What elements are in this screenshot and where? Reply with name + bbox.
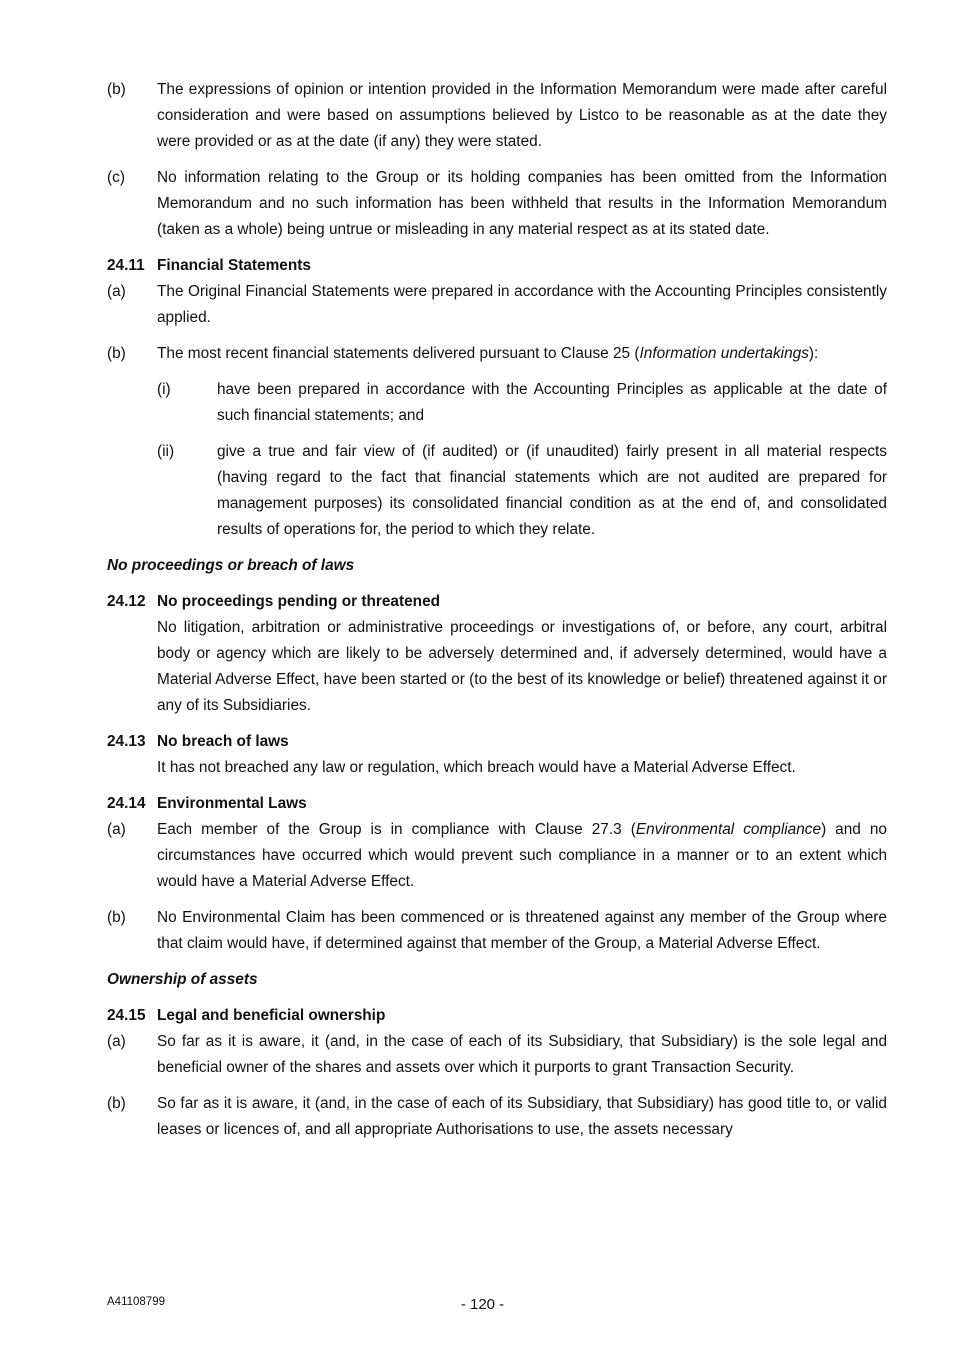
section-heading-ownership: Ownership of assets	[107, 971, 258, 988]
paragraph-b-ownership	[107, 1091, 887, 1143]
paragraph-label: (b)	[107, 1095, 126, 1112]
paragraph-text	[157, 341, 887, 367]
clause-title: Legal and beneficial ownership	[157, 1007, 386, 1024]
text-segment: ):	[808, 345, 819, 362]
clause-body-24-13: It has not breached any law or regulation, which breach would have a Material Adverse Effect.	[157, 759, 796, 776]
paragraph-text	[157, 817, 887, 895]
document-body	[107, 77, 887, 1143]
paragraph-label: (a)	[107, 821, 126, 838]
page-number: - 120 -	[460, 1296, 505, 1313]
clause-reference: Environmental compliance	[635, 821, 822, 838]
paragraph-text: give a true and fair view of (if audited) or (if unaudited) fairly present in all material respects (having regard to the fact that financial statements which are not audited are prepared for management purposes) its consolidated financial condition as at the end of, and consolidated results of operations for, the period to which they relate.	[217, 443, 887, 538]
paragraph-b-financial	[107, 341, 887, 367]
paragraph-label: (b)	[107, 81, 126, 98]
clause-number: 24.12	[107, 593, 146, 610]
paragraph-a-ownership	[107, 1029, 887, 1081]
text-segment: The most recent financial statements delivered pursuant to Clause 25 (	[157, 345, 640, 362]
text-segment: ) and no circumstances have occurred which would prevent such compliance in a manner or to an extent which would have a Material Adverse Effect.	[157, 821, 887, 890]
document-reference: A41108799	[107, 1296, 165, 1308]
subparagraph-i	[157, 377, 887, 429]
paragraph-label: (c)	[107, 169, 125, 186]
paragraph-label: (b)	[107, 909, 126, 926]
clause-title: No proceedings pending or threatened	[157, 593, 441, 610]
paragraph-text: So far as it is aware, it (and, in the case of each of its Subsidiary, that Subsidiary) has good title to, or valid leases or licences of, and all appropriate Authorisations to use, the assets necessary	[157, 1095, 887, 1138]
paragraph-a-environmental	[107, 817, 887, 895]
paragraph-c-information	[107, 165, 887, 243]
clause-heading-24-15	[107, 1003, 887, 1029]
paragraph-label: (b)	[107, 345, 126, 362]
paragraph-b-environmental	[107, 905, 887, 957]
clause-title: Environmental Laws	[157, 795, 307, 812]
paragraph-text: have been prepared in accordance with the Accounting Principles as applicable at the date of such financial statements; and	[217, 381, 887, 424]
clause-number: 24.13	[107, 733, 146, 750]
clause-number: 24.11	[107, 257, 145, 274]
paragraph-label: (a)	[107, 1033, 126, 1050]
clause-heading-24-14	[107, 791, 887, 817]
clause-number: 24.15	[107, 1007, 146, 1024]
paragraph-b-opinion	[107, 77, 887, 155]
paragraph-text: No Environmental Claim has been commenced or is threatened against any member of the Group where that claim would have, if determined against that member of the Group, a Material Adverse Effect.	[157, 909, 887, 952]
paragraph-text: So far as it is aware, it (and, in the case of each of its Subsidiary, that Subsidiary) is the sole legal and beneficial owner of the shares and assets over which it purports to grant Transaction Security.	[157, 1033, 887, 1076]
paragraph-text: The Original Financial Statements were prepared in accordance with the Accounting Principles consistently applied.	[157, 283, 887, 326]
text-segment: Each member of the Group is in compliance with Clause 27.3 (	[157, 821, 636, 838]
clause-title: Financial Statements	[157, 257, 311, 274]
paragraph-label: (i)	[157, 381, 171, 398]
clause-heading-24-12	[107, 589, 887, 615]
paragraph-a-financial	[107, 279, 887, 331]
clause-title: No breach of laws	[157, 733, 289, 750]
subparagraph-ii	[157, 439, 887, 543]
clause-heading-24-13	[107, 729, 887, 755]
paragraph-text: No information relating to the Group or its holding companies has been omitted from the Information Memorandum and no such information has been withheld that results in the Information Memorandum (taken as a whole) being untrue or misleading in any material respect as at its stated date.	[157, 169, 887, 238]
paragraph-label: (a)	[107, 283, 126, 300]
clause-body-24-12: No litigation, arbitration or administrative proceedings or investigations of, or before, any court, arbitral body or agency which are likely to be adversely determined and, if adversely determined, would have a Material Adverse Effect, have been started or (to the best of its knowledge or belief) threatened against it or any of its Subsidiaries.	[157, 619, 887, 714]
clause-heading-24-11	[107, 253, 887, 279]
clause-number: 24.14	[107, 795, 146, 812]
section-heading-proceedings: No proceedings or breach of laws	[107, 557, 355, 574]
clause-reference: Information undertakings	[639, 345, 809, 362]
paragraph-label: (ii)	[157, 443, 175, 460]
paragraph-text: The expressions of opinion or intention provided in the Information Memorandum were made after careful consideration and were based on assumptions believed by Listco to be reasonable as at the date they were provided or as at the date (if any) they were stated.	[157, 81, 887, 150]
